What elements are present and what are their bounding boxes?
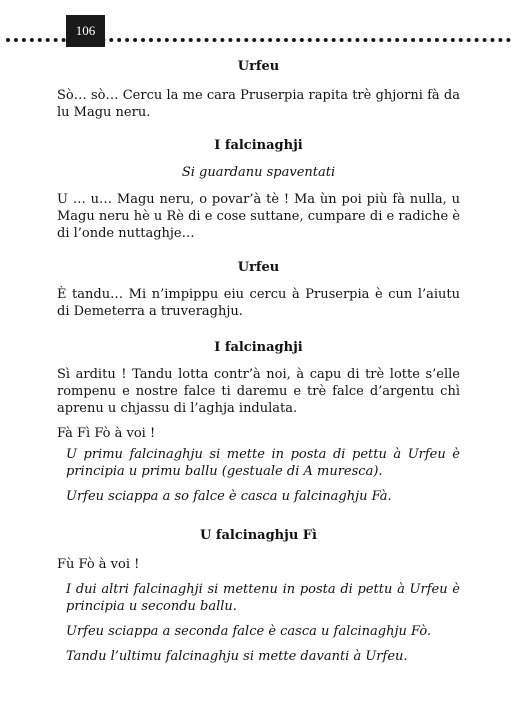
dotted-rule [6,38,511,42]
page-number-box [66,15,105,47]
stage-direction: I dui altri falcinaghji si mettenu in posta di pettu à Urfeu è principia u secondu ballu. [66,582,460,614]
dialogue-line: Fà Fì Fò à voi ! [57,426,156,441]
speaker-heading: I falcinaghji [214,340,303,355]
page-body [57,58,460,665]
speaker-heading: Urfeu [237,59,280,74]
stage-direction: U primu falcinaghju si mette in posta di pettu à Urfeu è principia u primu ballu (gestuale di A muresca). [66,447,460,479]
dialogue-line: Fù Fò à voi ! [57,557,140,572]
stage-direction: Tandu l’ultimu falcinaghju si mette davanti à Urfeu. [66,649,408,664]
dialogue-line: È tandu… Mi n’impippu eiu cercu à Pruserpia è cun l’aiutu di Demeterra a truveraghju. [57,287,460,319]
speaker-heading: U falcinaghju Fì [200,528,317,543]
stage-direction: Si guardanu spaventati [181,165,336,180]
stage-direction: Urfeu sciappa a so falce è casca u falcinaghju Fà. [66,489,392,504]
dialogue-line: Sò… sò… Cercu la me cara Pruserpia rapita trè ghjorni fà da lu Magu neru. [57,88,460,120]
dialogue-line: U … u… Magu neru, o povar’à tè ! Ma ùn poi più fà nulla, u Magu neru hè u Rè di e cose suttane, cumpare di e radiche è di l’onde nuttaghje… [57,192,460,241]
speaker-heading: Urfeu [237,260,280,275]
dialogue-line: Sì arditu ! Tandu lotta contr’à noi, à capu di trè lotte s’elle rompenu e nostre falce ti daremu e trè falce d’argentu chì aprenu u chjassu di l’aghja indulata. [57,367,460,416]
stage-direction: Urfeu sciappa a seconda falce è casca u falcinaghju Fò. [66,624,432,639]
page-number: 106 [75,23,96,38]
speaker-heading: I falcinaghji [214,138,303,153]
